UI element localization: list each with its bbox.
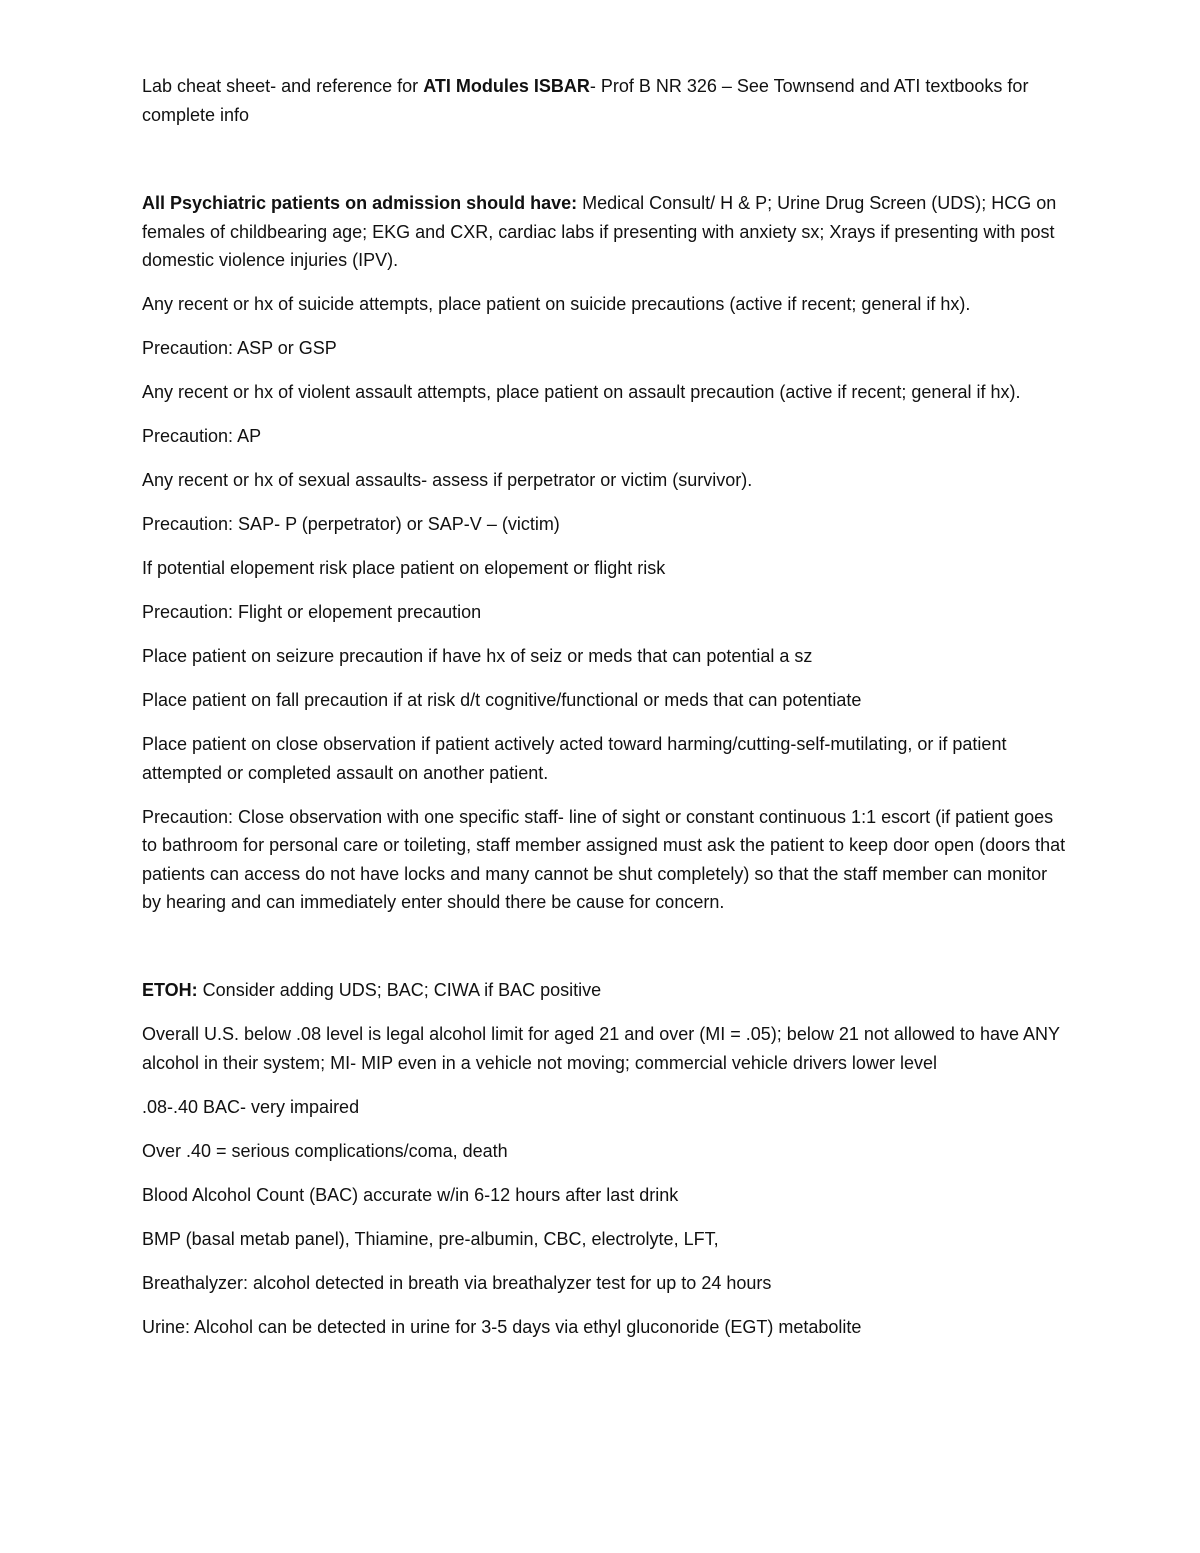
admission-lead: All Psychiatric patients on admission should have: — [142, 193, 578, 213]
etoh-urine-line: Urine: Alcohol can be detected in urine for 3-5 days via ethyl gluconoride (EGT) metabolite — [142, 1316, 862, 1337]
etoh-heading-paragraph — [142, 976, 1067, 1005]
admission-text: Medical Consult/ H & P; Urine Drug Screen (UDS); HCG on females of childbearing age; EKG and CXR, cardiac labs if presenting with anxiety sx; Xrays if presenting with post domestic violence injuries (IPV). — [142, 193, 1057, 270]
header-bold-title: ATI Modules ISBAR — [423, 76, 590, 96]
document-header — [142, 72, 1067, 129]
etoh-over-limit-line: Over .40 = serious complications/coma, death — [142, 1140, 508, 1161]
header-suffix: - Prof B NR 326 – See Townsend and ATI textbooks for complete info — [142, 76, 1029, 125]
fall-precaution-paragraph: Place patient on fall precaution if at risk d/t cognitive/functional or meds that can potentiate — [142, 690, 862, 710]
admission-paragraph — [142, 189, 1067, 275]
suicide-attempts-paragraph: Any recent or hx of suicide attempts, place patient on suicide precautions (active if recent; general if hx). — [142, 294, 971, 314]
elopement-precaution-line: Precaution: Flight or elopement precaution — [142, 602, 482, 622]
etoh-bac-accuracy-line: Blood Alcohol Count (BAC) accurate w/in 6-12 hours after last drink — [142, 1184, 679, 1205]
sexual-assault-precaution-line: Precaution: SAP- P (perpetrator) or SAP-V – (victim) — [142, 514, 560, 534]
etoh-breathalyzer-line: Breathalyzer: alcohol detected in breath via breathalyzer test for up to 24 hours — [142, 1272, 772, 1293]
document-page — [142, 72, 1067, 1357]
section-spacer — [142, 932, 1067, 976]
etoh-lead: ETOH: — [142, 980, 198, 1000]
assault-attempts-paragraph: Any recent or hx of violent assault attempts, place patient on assault precaution (active if recent; general if hx). — [142, 382, 1021, 402]
suicide-precaution-line: Precaution: ASP or GSP — [142, 338, 337, 358]
etoh-text: Consider adding UDS; BAC; CIWA if BAC positive — [197, 980, 602, 1000]
close-observation-precaution-paragraph: Precaution: Close observation with one specific staff- line of sight or constant continuous 1:1 escort (if patient goes to bathroom for personal care or toileting, staff member assigned must ask the patient to keep door open (doors that patients can access do not have locks and many cannot be shut completely) so that the staff member can monitor by hearing and can immediately enter should there be cause for concern. — [142, 806, 1066, 912]
section-spacer — [142, 129, 1067, 189]
elopement-risk-paragraph: If potential elopement risk place patient on elopement or flight risk — [142, 558, 666, 578]
close-observation-paragraph: Place patient on close observation if patient actively acted toward harming/cutting-self-mutilating, or if patient attempted or completed assault on another patient. — [142, 734, 1007, 783]
etoh-legal-limit-paragraph: Overall U.S. below .08 level is legal alcohol limit for aged 21 and over (MI = .05); below 21 not allowed to have ANY alcohol in their system; MI- MIP even in a vehicle not moving; commercial vehicle drivers lower level — [142, 1024, 1060, 1073]
etoh-impaired-line: .08-.40 BAC- very impaired — [142, 1096, 360, 1117]
assault-precaution-line: Precaution: AP — [142, 426, 262, 446]
seizure-precaution-paragraph: Place patient on seizure precaution if have hx of seiz or meds that can potential a sz — [142, 646, 813, 666]
sexual-assault-paragraph: Any recent or hx of sexual assaults- assess if perpetrator or victim (survivor). — [142, 470, 753, 490]
header-prefix: Lab cheat sheet- and reference for — [142, 76, 424, 96]
etoh-labs-line: BMP (basal metab panel), Thiamine, pre-albumin, CBC, electrolyte, LFT, — [142, 1228, 719, 1249]
